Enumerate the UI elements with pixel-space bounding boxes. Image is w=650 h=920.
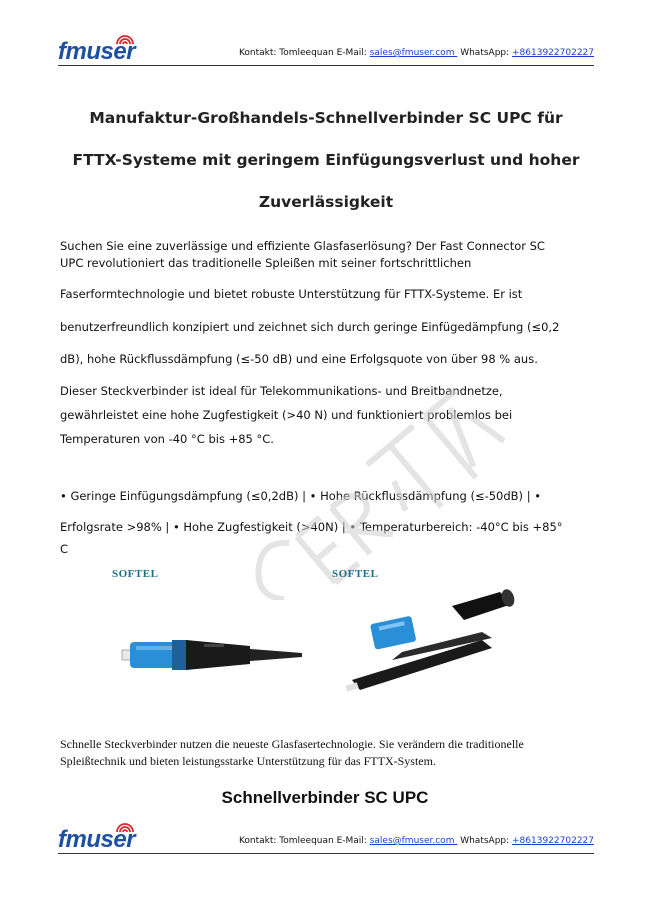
- signal-arcs-icon: [114, 818, 136, 836]
- intro-line-6: Dieser Steckverbinder ist ideal für Telekommunikations- und Breitbandnetze,: [60, 384, 503, 398]
- intro-line-7: gewährleistet eine hohe Zugfestigkeit (>40 N) und funktioniert problemlos bei: [60, 408, 513, 422]
- brand-label-left: SOFTEL: [112, 568, 159, 580]
- intro-line-3: Faserformtechnologie und bietet robuste Unterstützung für FTTX-Systeme. Er ist: [60, 287, 523, 301]
- intro-line-5: dB), hohe Rückflussdämpfung (≤-50 dB) und eine Erfolgsquote von über 98 % aus.: [60, 352, 538, 366]
- fmuser-logo-footer: fmuser: [58, 826, 136, 853]
- header-divider: [58, 65, 594, 66]
- sc-upc-connector-parts-icon: [332, 580, 532, 710]
- intro-line-8: Temperaturen von -40 °C bis +85 °C.: [60, 432, 274, 446]
- whatsapp-label: WhatsApp:: [460, 48, 513, 58]
- intro-line-4: benutzerfreundlich konzipiert und zeichnet sich durch geringe Einfügedämpfung (≤0,2: [60, 320, 560, 334]
- fmuser-logo: fmuser: [58, 38, 136, 65]
- feature-line-2: Erfolgsrate >98% | • Hohe Zugfestigkeit (>40N) | • Temperaturbereich: -40°C bis +85°: [60, 520, 563, 534]
- footer-contact: [239, 836, 594, 846]
- intro-paragraph: [60, 238, 590, 450]
- caption-line-2: Spleißtechnik und bieten leistungsstarke Unterstützung für das FTTX-System.: [60, 754, 436, 768]
- footer-email-link[interactable]: sales@fmuser.com: [369, 836, 458, 846]
- title-line-1: Manufaktur-Großhandels-Schnellverbinder SC UPC für: [89, 109, 563, 127]
- feature-line-3: C: [60, 542, 69, 556]
- footer-divider: [58, 853, 594, 854]
- header-phone-link[interactable]: +8613922702227: [512, 48, 594, 58]
- page-footer: [58, 824, 594, 856]
- intro-line-2: UPC revolutioniert das traditionelle Spleißen mit seiner fortschrittlichen: [60, 256, 472, 270]
- image-caption: [60, 736, 590, 770]
- feature-list: [60, 487, 592, 558]
- sc-upc-connector-assembled-icon: [112, 580, 312, 710]
- title-line-2: FTTX-Systeme mit geringem Einfügungsverlust und hoher: [72, 151, 580, 169]
- product-image-left: [112, 568, 312, 714]
- contact-label: Kontakt: Tomleequan E-Mail:: [238, 48, 370, 58]
- title-line-3: Zuverlässigkeit: [258, 193, 394, 211]
- header-contact: [239, 48, 594, 58]
- header-email-link[interactable]: sales@fmuser.com: [369, 48, 458, 58]
- product-image-right: [332, 568, 532, 714]
- page-header: [58, 36, 594, 68]
- page-title: [70, 104, 582, 230]
- intro-line-1: Suchen Sie eine zuverlässige und effiziente Glasfaserlösung? Der Fast Connector SC: [60, 239, 545, 253]
- feature-line-1: • Geringe Einfügungsdämpfung (≤0,2dB) | • Hohe Rückflussdämpfung (≤-50dB) | •: [60, 489, 542, 503]
- footer-phone-link[interactable]: +8613922702227: [512, 836, 594, 846]
- brand-label-right: SOFTEL: [332, 568, 379, 580]
- signal-arcs-icon: [114, 30, 136, 48]
- section-heading: Schnellverbinder SC UPC: [221, 788, 429, 807]
- contact-label: Kontakt: Tomleequan E-Mail:: [238, 836, 370, 846]
- whatsapp-label: WhatsApp:: [460, 836, 513, 846]
- caption-line-1: Schnelle Steckverbinder nutzen die neueste Glasfasertechnologie. Sie verändern die traditionelle: [60, 737, 524, 751]
